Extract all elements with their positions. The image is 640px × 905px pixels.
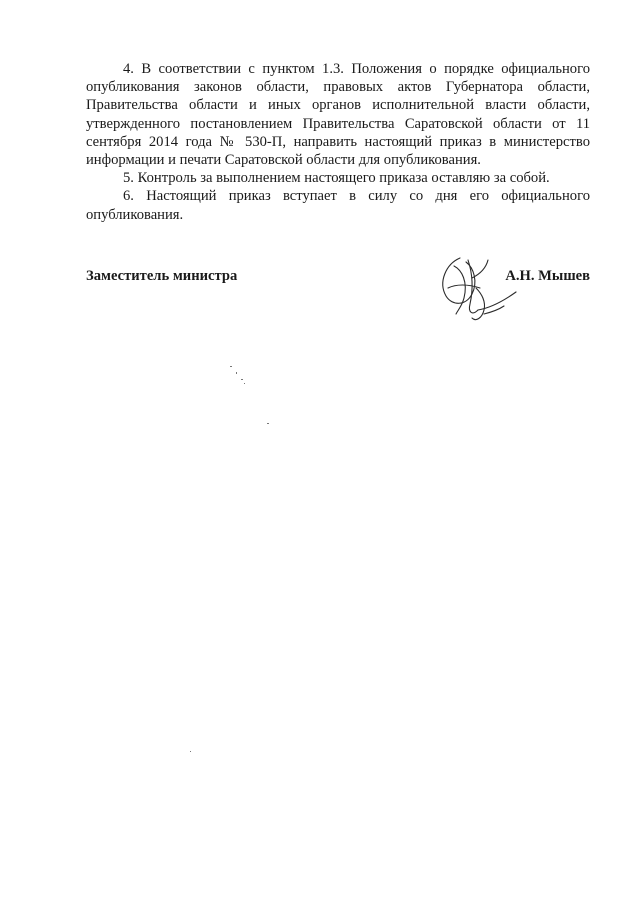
document-body — [86, 60, 590, 224]
scan-speck — [190, 751, 191, 752]
paragraph-6: 6. Настоящий приказ вступает в силу со дня его официального опубликования. — [86, 188, 590, 223]
signatory-name: А.Н. Мышев — [505, 268, 590, 284]
paragraph-4: 4. В соответствии с пунктом 1.3. Положения о порядке официального опубликования законов области, правовых актов Губернатора области, Правительства области и иных органов исполнительной власти области, утвержденного постановлением Правительства Саратовской области от 11 сентября 2014 года № 530-П, направить настоящий приказ в министерство информации и печати Саратовской области для опубликования. — [86, 61, 590, 169]
scan-speck — [230, 366, 232, 367]
signatory-position: Заместитель министра — [86, 268, 238, 284]
scan-speck — [244, 383, 245, 384]
scan-speck — [267, 423, 269, 424]
signature-block — [86, 268, 590, 290]
scan-speck — [236, 372, 237, 374]
paragraph-5: 5. Контроль за выполнением настоящего приказа оставляю за собой. — [123, 170, 550, 187]
scan-speck — [241, 379, 243, 380]
